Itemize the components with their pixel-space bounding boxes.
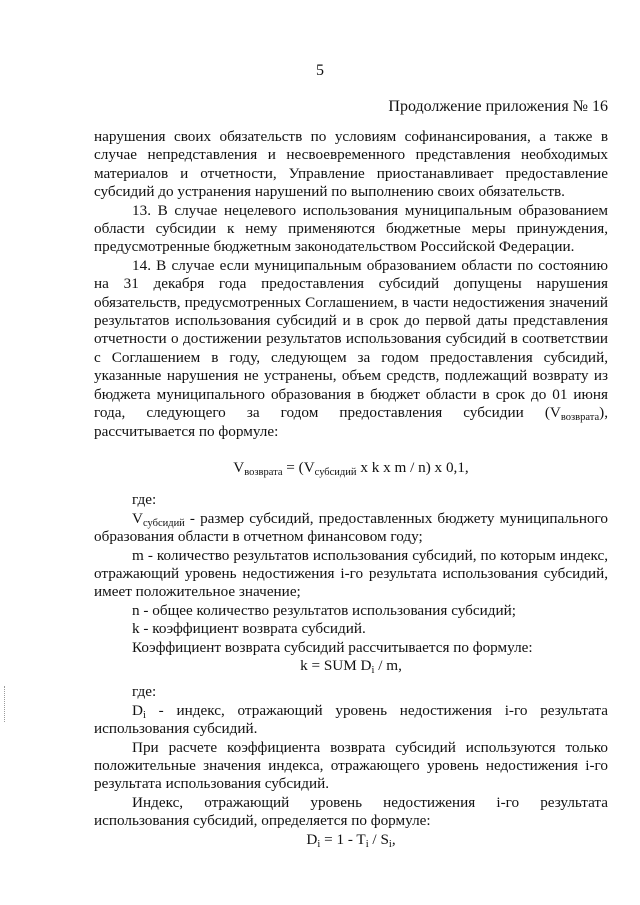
paragraph-13: 13. В случае нецелевого использования муниципальным образованием области субсидии к нему применяются бюджетные меры принуждения, предусмотренные бюджетным законодательством Российской Федерации. [94,201,608,256]
appendix-label: Продолжение приложения № 16 [388,98,608,115]
definition-v-subsidies: $V_{субсидий}$ - размер субсидий, предоставленных бюджету муниципального образования области в отчетном финансовом году; [94,509,608,546]
page-number: 5 [316,62,324,79]
document-body [94,128,608,849]
where-label: где: [132,491,157,509]
definition-m: m - количество результатов использования субсидий, по которым индекс, отражающий уровень недостижения i-го результата использования субсидий, имеет положительное значение; [94,546,608,601]
definition-d: $D_i$ - индекс, отражающий уровень недостижения i-го результата использования субсидий. [94,701,608,738]
paragraph-index: Индекс, отражающий уровень недостижения i-го результата использования субсидий, определяется по формуле: [94,793,608,830]
definition-n: n - общее количество результатов использования субсидий; [132,601,516,619]
where-label-2: где: [132,683,157,701]
coefficient-intro: Коэффициент возврата субсидий рассчитывается по формуле: [132,638,533,656]
paragraph-positive-values: При расчете коэффициента возврата субсидий используются только положительные значения индекса, отражающего уровень недостижения i-го результата использования субсидий. [94,738,608,793]
formula-return-volume: $V_{возврата} = (V_{субсидий}$ x k x m / n) x 0,1, [233,458,469,478]
formula-coefficient: k = SUM $D_i$ / m, [300,656,402,676]
paragraph-14: 14. В случае если муниципальным образованием области по состоянию на 31 декабря года предоставления субсидий допущены нарушения обязательств, предусмотренных Соглашением, в части недостижения значений результатов использования субсидий и в срок до первой даты представления отчетности о достижении результатов использования субсидий в соответствии с Соглашением в году, следующем за годом предоставления субсидий, указанные нарушения не устранены, объем средств, подлежащий возврату из бюджета муниципального образования в бюджет области в срок до 01 июня года, следующего за годом предоставления субсидии $(V_{возврата})$, рассчитывается по формуле: [94,256,608,440]
formula-index: $D_i = 1 - T_i / S_i$, [306,830,396,850]
definition-k: k - коэффициент возврата субсидий. [132,620,366,638]
paragraph-obligations: нарушения своих обязательств по условиям софинансирования, а также в случае непредставления и несвоевременного представления необходимых материалов и отчетности, Управление приостанавливает предоставление субсидий до устранения нарушений по выполнению своих обязательств. [94,128,608,201]
margin-mark [4,686,7,722]
